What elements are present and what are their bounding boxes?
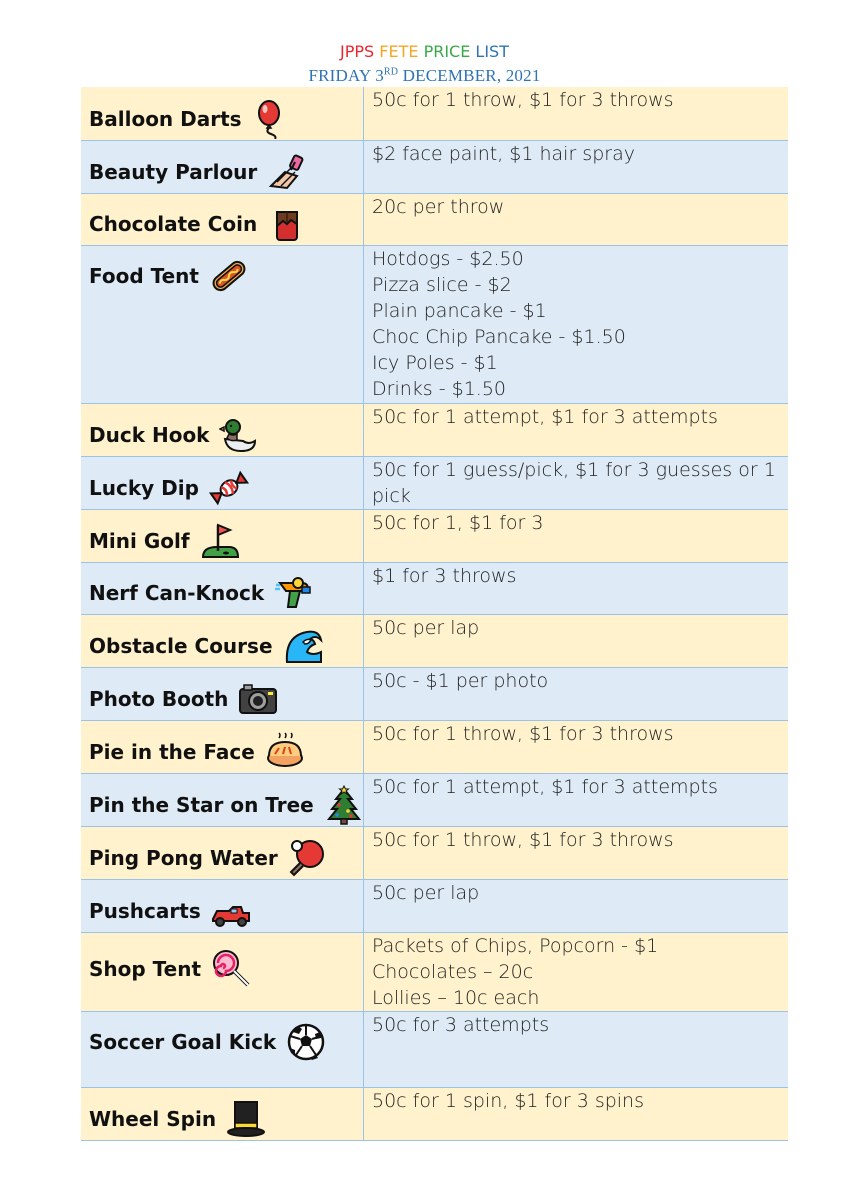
activity-cell [81,721,364,774]
price-line: Choc Chip Pancake - $1.50 [372,326,626,348]
wave-icon [283,626,323,666]
race-car-icon [211,891,251,931]
price-line: 50c - $1 per photo [372,670,549,692]
chocolate-bar-icon [267,204,307,244]
table-row [81,933,788,1012]
activity-cell [81,1088,364,1141]
price-cell [364,194,789,246]
price-line: 50c for 1 attempt, $1 for 3 attempts [372,776,718,798]
price-line: 50c for 1 spin, $1 for 3 spins [372,1090,645,1112]
activity-cell [81,194,364,246]
subtitle-prefix: FRIDAY 3 [308,66,384,85]
price-line: Drinks - $1.50 [372,378,506,400]
price-line: 50c for 1 throw, $1 for 3 throws [372,723,674,745]
activity-cell [81,1012,364,1088]
ping-pong-icon [288,838,328,878]
price-line: Plain pancake - $1 [372,300,547,322]
price-line: Chocolates – 20c [372,961,534,983]
price-cell [364,668,789,721]
activity-name: Ping Pong Water [89,846,278,870]
camera-icon [238,679,278,719]
activity-name: Mini Golf [89,529,190,553]
table-row [81,246,788,404]
activity-cell [81,668,364,721]
price-line: 50c per lap [372,617,480,639]
subtitle-sup: RD [383,66,399,78]
subtitle-suffix: DECEMBER, 2021 [398,66,541,85]
price-cell [364,457,789,510]
price-cell [364,615,789,668]
price-cell [364,827,789,880]
price-line: 50c per lap [372,882,480,904]
balloon-icon [252,99,292,139]
price-line: 50c for 1 throw, $1 for 3 throws [372,829,674,851]
price-cell [364,404,789,457]
title-part-3: PRICE [423,42,476,61]
pie-icon [265,732,305,772]
soccer-ball-icon [286,1022,326,1062]
activity-name: Obstacle Course [89,634,273,658]
price-cell [364,1088,789,1141]
water-pistol-icon [274,573,314,613]
activity-name: Photo Booth [89,687,229,711]
golf-flag-icon [200,521,240,561]
price-cell [364,141,789,194]
activity-name: Beauty Parlour [89,160,258,184]
price-cell [364,1012,789,1088]
activity-cell [81,827,364,880]
table-row [81,141,788,194]
table-row [81,1012,788,1088]
activity-name: Pin the Star on Tree [89,793,314,817]
price-cell [364,510,789,563]
price-line: Packets of Chips, Popcorn - $1 [372,935,659,957]
christmas-tree-icon [324,785,364,825]
table-row [81,1088,788,1141]
table-row [81,668,788,721]
table-row [81,827,788,880]
activity-name: Balloon Darts [89,107,242,131]
price-line: Hotdogs - $2.50 [372,248,524,270]
table-row [81,563,788,615]
table-row [81,404,788,457]
price-line: 20c per throw [372,196,505,218]
activity-name: Lucky Dip [89,476,199,500]
price-line: Icy Poles - $1 [372,352,498,374]
table-row [81,721,788,774]
title-part-1: JPPS [340,42,380,61]
price-line: 50c for 1 guess/pick, $1 for 3 guesses or 1 pick [372,459,776,507]
price-line: 50c for 3 attempts [372,1014,550,1036]
price-cell [364,87,789,141]
price-cell [364,880,789,933]
table-row [81,194,788,246]
activity-cell [81,563,364,615]
activity-name: Wheel Spin [89,1107,217,1131]
activity-cell [81,615,364,668]
candy-icon [209,468,249,508]
activity-cell [81,87,364,141]
activity-cell [81,246,364,404]
price-cell [364,246,789,404]
hotdog-icon [209,256,249,296]
table-row [81,615,788,668]
activity-name: Food Tent [89,264,199,288]
activity-name: Pie in the Face [89,740,255,764]
price-cell [364,774,789,827]
activity-name: Duck Hook [89,423,210,447]
activity-name: Chocolate Coin [89,212,258,236]
page-title [0,41,849,63]
nail-polish-icon [267,152,307,192]
price-line: 50c for 1 throw, $1 for 3 throws [372,89,674,111]
price-line: Pizza slice - $2 [372,274,512,296]
price-cell [364,721,789,774]
title-part-4: LIST [475,42,509,61]
activity-cell [81,933,364,1012]
table-row [81,457,788,510]
title-part-2: FETE [379,42,424,61]
price-cell [364,563,789,615]
activity-cell [81,141,364,194]
page-subtitle [0,64,849,88]
activity-cell [81,510,364,563]
price-line: 50c for 1, $1 for 3 [372,512,544,534]
duck-icon [219,415,259,455]
table-row [81,774,788,827]
lollipop-icon [211,949,251,989]
price-cell [364,933,789,1012]
table-row [81,87,788,141]
activity-cell [81,457,364,510]
activity-name: Nerf Can-Knock [89,581,265,605]
activity-cell [81,404,364,457]
activity-cell [81,880,364,933]
table-row [81,880,788,933]
price-line: $2 face paint, $1 hair spray [372,143,635,165]
activity-cell [81,774,364,827]
price-line: $1 for 3 throws [372,565,517,587]
activity-name: Shop Tent [89,957,202,981]
price-line: Lollies – 10c each [372,987,540,1009]
top-hat-icon [226,1099,266,1139]
table-row [81,510,788,563]
price-line: 50c for 1 attempt, $1 for 3 attempts [372,406,718,428]
activity-name: Pushcarts [89,899,201,923]
activity-name: Soccer Goal Kick [89,1030,277,1054]
price-table [81,87,788,1141]
